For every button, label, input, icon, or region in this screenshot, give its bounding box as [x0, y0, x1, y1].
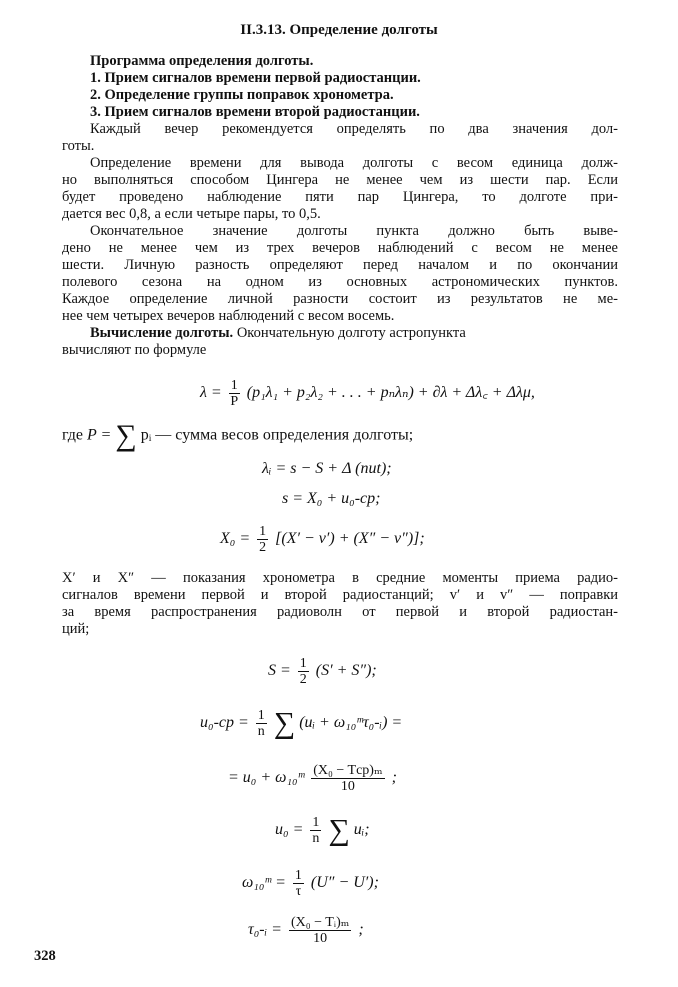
fraction	[257, 524, 268, 555]
formula-part: pᵢ — сумма весов определения долготы;	[140, 426, 414, 444]
fraction-numerator: 1	[259, 524, 267, 539]
program-heading: Программа определения долготы.	[90, 53, 314, 69]
formula-part: (U″ − U′);	[310, 874, 379, 892]
fraction-denominator: τ	[295, 884, 302, 899]
page-number: 328	[34, 948, 56, 964]
formula-part: ω₁₀ᵐ =	[242, 874, 286, 892]
text-line: будет проведено наблюдение пяти пар Цингера, то долготе при-	[62, 189, 618, 205]
text-line: Каждое определение личной разности состоит из результатов не ме-	[62, 291, 618, 307]
text-line: шести. Личную разность определяют перед началом и по окончании	[62, 257, 618, 273]
formula-part: (uᵢ + ω₁₀ᵐτ₀-ᵢ) =	[299, 714, 403, 732]
fraction-denominator: 10	[313, 931, 328, 946]
sum-sign: ∑	[328, 813, 350, 847]
fraction	[229, 378, 240, 409]
formula-part: (p₁λ₁ + p₂λ₂ + . . . + pₙλₙ) + ∂λ + Δλ꜀ + Δλμ,	[246, 384, 535, 402]
text-line: Окончательное значение долготы пункта должно быть выве-	[90, 223, 618, 239]
text-span: Окончательную долготу астропункта	[233, 325, 466, 341]
formula-x0	[220, 524, 425, 555]
formula-u0	[275, 815, 370, 846]
text-line: X′ и X″ — показания хронометра в средние моменты приема радио-	[62, 570, 618, 586]
text-line: дается вес 0,8, а если четыре пары, то 0,5.	[62, 206, 321, 222]
section-title: II.3.13. Определение долготы	[240, 22, 438, 38]
text-line: Определение времени для вывода долготы с весом единица долж-	[90, 155, 618, 171]
program-item: 3. Прием сигналов времени второй радиостанции.	[90, 104, 420, 120]
fraction-numerator: 1	[312, 815, 320, 830]
formula-S	[268, 656, 377, 687]
formula-part: (S′ + S″);	[315, 662, 377, 680]
fraction-numerator: 1	[294, 868, 302, 883]
subsection-heading: Вычисление долготы.	[90, 325, 234, 341]
formula-part: ;	[391, 769, 397, 787]
formula-part: = u₀ + ω₁₀ᵐ	[228, 769, 305, 787]
formula-part: ;	[358, 921, 364, 939]
text-line: дено не менее чем из трех вечеров наблюдений с весом не менее	[62, 240, 618, 256]
fraction-numerator: 1	[257, 708, 265, 723]
fraction	[293, 868, 304, 899]
text-line: ций;	[62, 621, 90, 637]
text-line: полевого сезона на одном из основных астрономических пунктов.	[62, 274, 618, 290]
formula-part: uᵢ;	[353, 821, 370, 839]
text-line: вычисляют по формуле	[62, 342, 207, 358]
formula-s: s = X₀ + u₀-ср;	[282, 490, 381, 507]
sum-sign: ∑	[115, 419, 137, 452]
text-line	[90, 325, 618, 342]
program-item: 1. Прием сигналов времени первой радиостанции.	[90, 70, 421, 86]
formula-part: P =	[87, 426, 112, 444]
fraction	[311, 763, 384, 794]
longitude-formula	[200, 378, 535, 409]
fraction-numerator: 1	[299, 656, 307, 671]
fraction-denominator: n	[257, 724, 265, 739]
fraction	[289, 915, 351, 946]
fraction-denominator: n	[312, 831, 320, 846]
text-line: нее чем четырех вечеров наблюдений с весом восемь.	[62, 308, 395, 324]
fraction-numerator: (X₀ − Tᵢ)ₘ	[290, 915, 350, 930]
formula-u0-mean	[200, 708, 402, 739]
fraction-numerator: 1	[230, 378, 238, 393]
fraction-denominator: P	[230, 394, 239, 409]
weight-sum-formula	[62, 419, 414, 452]
fraction-denominator: 2	[299, 672, 307, 687]
formula-part: X₀ =	[220, 530, 251, 548]
formula-part: [(X′ − v′) + (X″ − v″)];	[275, 530, 425, 548]
formula-part: τ₀-ᵢ =	[248, 921, 282, 939]
formula-part: λ =	[200, 384, 222, 402]
sum-sign: ∑	[273, 706, 296, 740]
fraction	[256, 708, 267, 739]
program-item: 2. Определение группы поправок хронометра.	[90, 87, 394, 103]
fraction	[298, 656, 309, 687]
fraction-denominator: 10	[340, 779, 355, 794]
formula-part: где	[62, 426, 84, 444]
formula-part: u₀ =	[275, 821, 304, 839]
fraction-numerator: (X₀ − Tср)ₘ	[313, 763, 383, 778]
formula-tau	[248, 915, 364, 946]
text-line: готы.	[62, 138, 95, 154]
fraction	[310, 815, 321, 846]
text-line: Каждый вечер рекомендуется определять по два значения дол-	[90, 121, 618, 137]
formula-part: u₀-ср =	[200, 714, 249, 732]
fraction-denominator: 2	[259, 540, 267, 555]
formula-omega	[242, 868, 379, 899]
formula-u0-mean-continued	[228, 763, 397, 794]
text-line: за время распространения радиоволн от первой и второй радиостан-	[62, 604, 618, 620]
text-line: сигналов времени первой и второй радиостанций; v′ и v″ — поправки	[62, 587, 618, 603]
text-line: но выполняться способом Цингера не менее чем из шести пар. Если	[62, 172, 618, 188]
formula-part: S =	[268, 662, 291, 680]
formula-lambda-i: λᵢ = s − S + Δ (nut);	[262, 460, 392, 477]
